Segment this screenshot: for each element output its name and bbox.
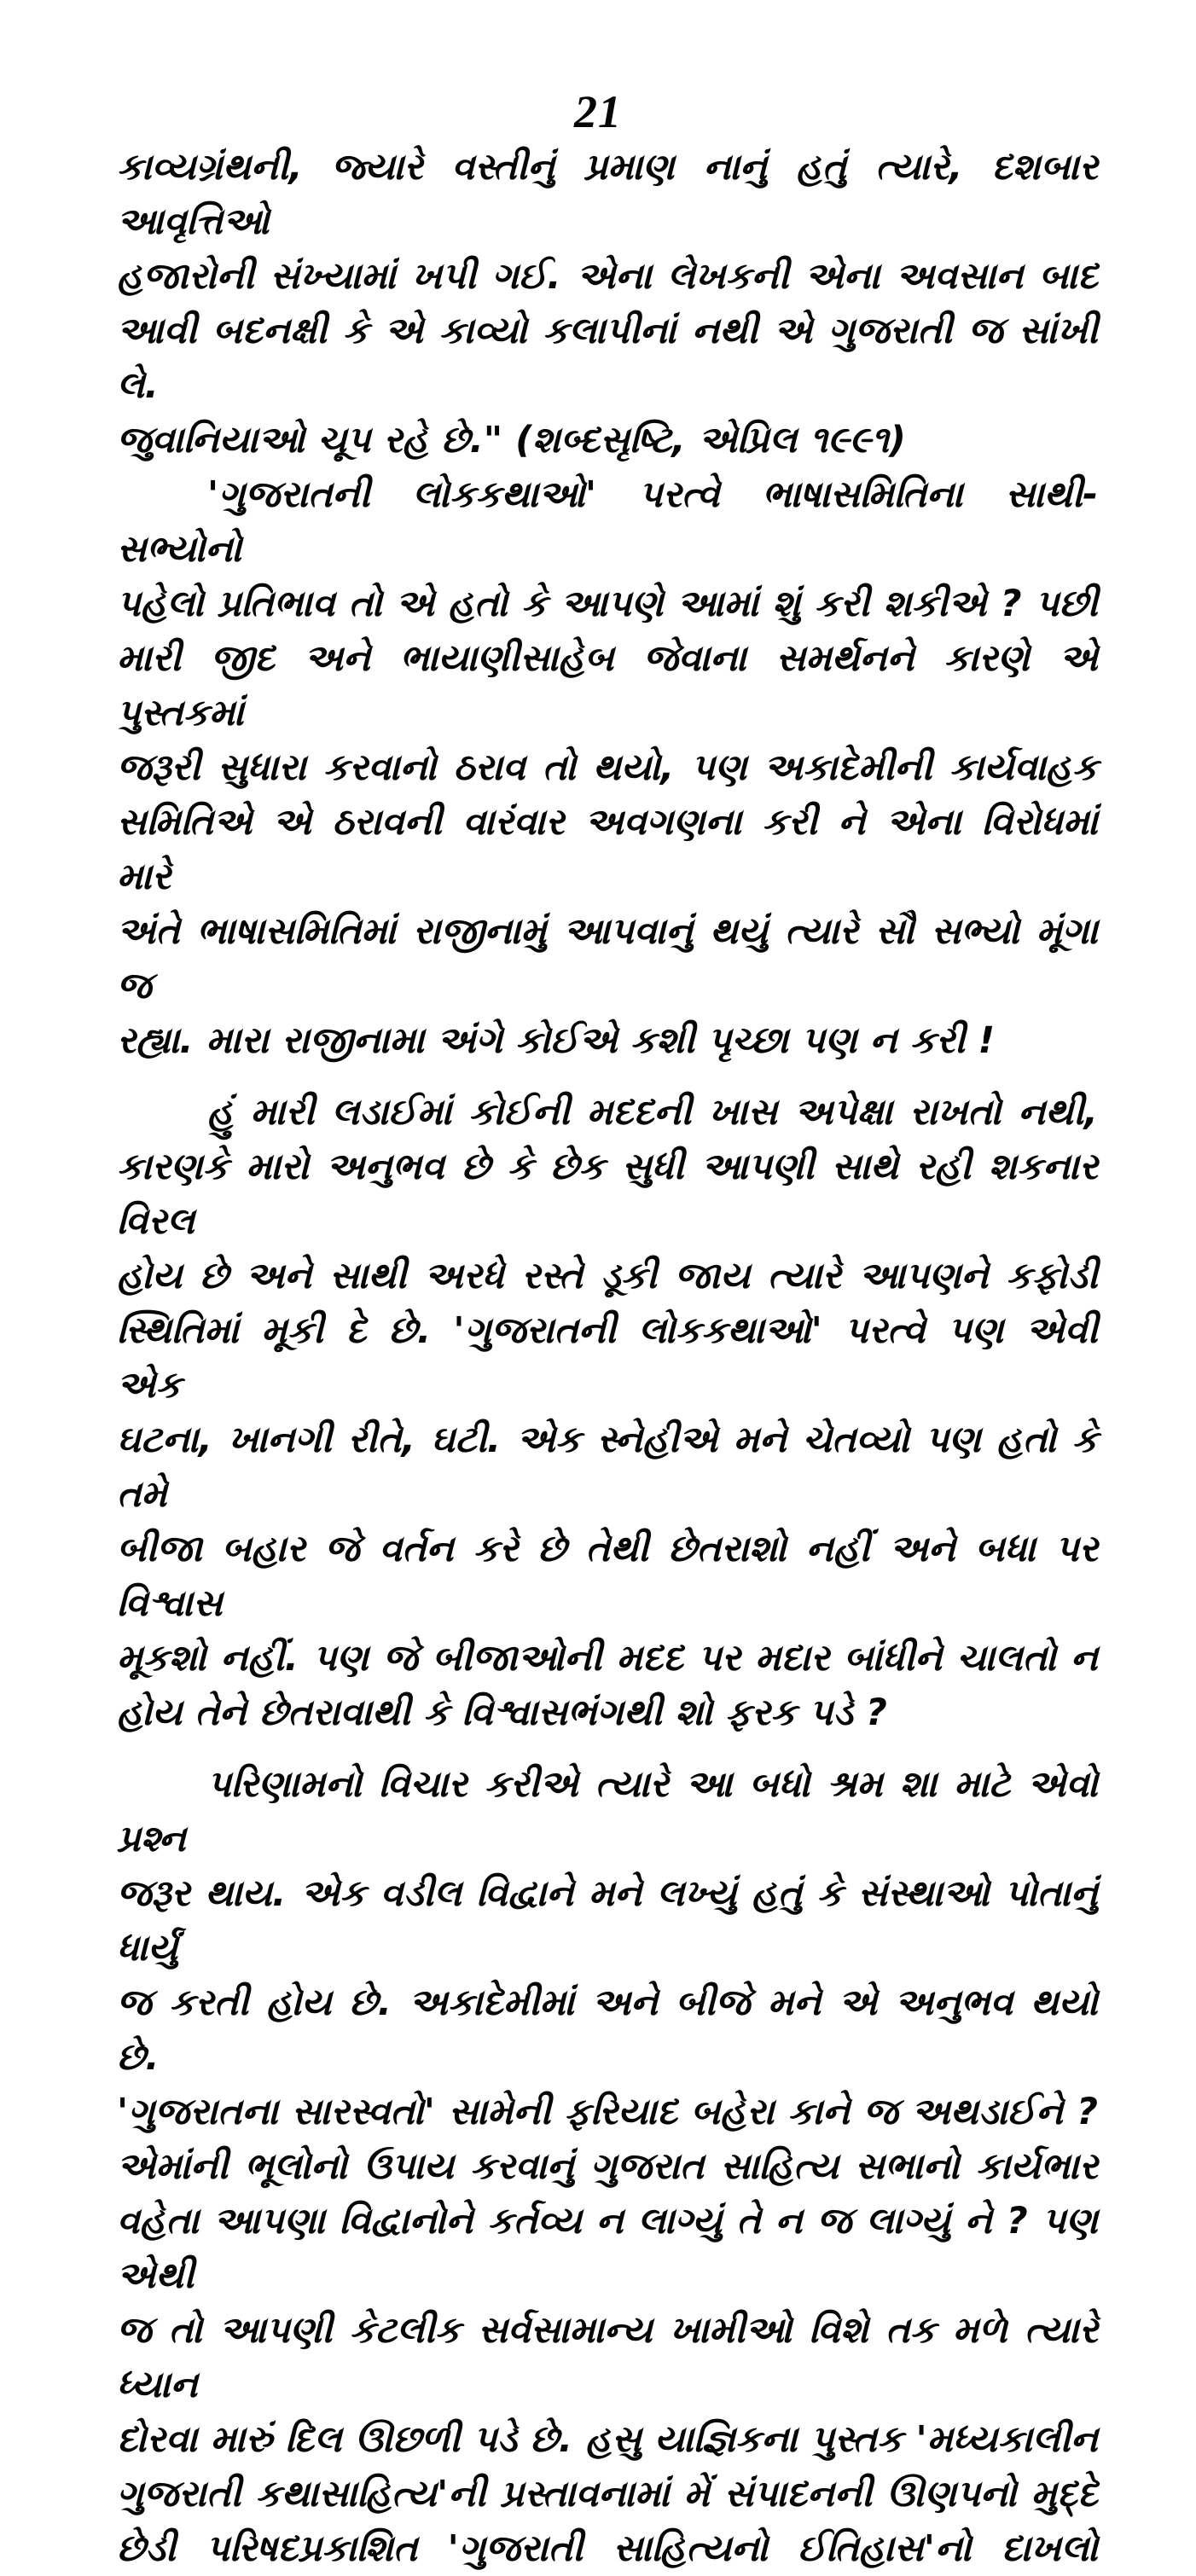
text-line: હોય તેને છેતરાવાથી કે વિશ્વાસભંગથી શો ફરક પડે ? bbox=[117, 1691, 887, 1734]
paragraph-1 bbox=[117, 140, 1098, 467]
text-line: પહેલો પ્રતિભાવ તો એ હતો કે આપણે આમાં શું કરી શકીએ ? પછી bbox=[117, 583, 1098, 625]
text-line: બીજા બહાર જે વર્તન કરે છે તેથી છેતરાશો નહીં અને બધા પર વિશ્વાસ bbox=[117, 1528, 1098, 1625]
page-number: 21 bbox=[574, 86, 622, 137]
text-line: જરૂરી સુધારા કરવાનો ઠરાવ તો થયો, પણ અકાદેમીની કાર્યવાહક bbox=[117, 746, 1098, 789]
text-line: વહેતા આપણા વિદ્વાનોને કર્તવ્ય ન લાગ્યું તે ન જ લાગ્યું ને ? પણ એથી bbox=[117, 2200, 1098, 2297]
text-line: જ કરતી હોય છે. અકાદેમીમાં અને બીજે મને એ અનુભવ થયો છે. bbox=[117, 1981, 1098, 2079]
text-line: કારણકે મારો અનુભવ છે કે છેક સુધી આપણી સાથે રહી શકનાર વિરલ bbox=[117, 1146, 1098, 1243]
text-line: કાવ્યગ્રંથની, જ્યારે વસ્તીનું પ્રમાણ નાનું હતું ત્યારે, દશબાર આવૃત્તિઓ bbox=[117, 146, 1098, 243]
text-line: રહ્યા. મારા રાજીનામા અંગે કોઈએ કશી પૃચ્છા પણ ન કરી ! bbox=[117, 1019, 996, 1062]
text-line: છેડી પરિષદપ્રકાશિત 'ગુજરાતી સાહિત્યનો ઈતિહાસ'નો દાખલો bbox=[117, 2527, 1098, 2570]
text-line: સમિતિએ એ ઠરાવની વારંવાર અવગણના કરી ને એના વિરોધમાં મારે bbox=[117, 801, 1098, 898]
text-line: આવી બદનક્ષી કે એ કાવ્યો કલાપીનાં નથી એ ગુજરાતી જ સાંખી લે. bbox=[117, 310, 1098, 407]
text-line: હજારોની સંખ્યામાં ખપી ગઈ. એના લેખકની એના અવસાન બાદ bbox=[117, 255, 1098, 298]
paragraph-4 bbox=[117, 1757, 1098, 2576]
text-line: મારી જીદ અને ભાયાણીસાહેબ જેવાના સમર્થનને કારણે એ પુસ્તકમાં bbox=[117, 637, 1098, 734]
text-line: એમાંની ભૂલોનો ઉપાય કરવાનું ગુજરાત સાહિત્ય સભાનો કાર્યભાર bbox=[117, 2145, 1098, 2188]
paragraph-3 bbox=[117, 1085, 1098, 1740]
text-line: જ તો આપણી કેટલીક સર્વસામાન્ય ખામીઓ વિશે તક મળે ત્યારે ધ્યાન bbox=[117, 2309, 1098, 2406]
text-line: સ્થિતિમાં મૂકી દે છે. 'ગુજરાતની લોકકથાઓ' પરત્વે પણ એવી એક bbox=[117, 1309, 1098, 1407]
text-line: અંતે ભાષાસમિતિમાં રાજીનામું આપવાનું થયું ત્યારે સૌ સભ્યો મૂંગા જ bbox=[117, 910, 1098, 1007]
text-line: હું મારી લડાઈમાં કોઈની મદદની ખાસ અપેક્ષા રાખતો નથી, bbox=[207, 1091, 1098, 1134]
text-line: ઘટના, ખાનગી રીતે, ઘટી. એક સ્નેહીએ મને ચેતવ્યો પણ હતો કે તમે bbox=[117, 1419, 1098, 1516]
text-line: પરિણામનો વિચાર કરીએ ત્યારે આ બધો શ્રમ શા માટે એવો પ્રશ્ન bbox=[117, 1763, 1098, 1860]
text-line: ગુજરાતી કથાસાહિત્ય'ની પ્રસ્તાવનામાં મેં સંપાદનની ઊણપનો મુદ્દે bbox=[117, 2473, 1098, 2515]
text-line: દોરવા મારું દિલ ઊછળી પડે છે. હસુ યાજ્ઞિકના પુસ્તક 'મધ્યકાલીન bbox=[117, 2418, 1098, 2461]
text-line: 'ગુજરાતની લોકકથાઓ' પરત્વે ભાષાસમિતિના સાથી-સભ્યોનો bbox=[117, 473, 1098, 571]
paragraph-2 bbox=[117, 467, 1098, 1068]
text-line: 'ગુજરાતના સારસ્વતો' સામેની ફરિયાદ બહેરા કાને જ અથડાઈને ? bbox=[117, 2091, 1098, 2133]
text-line: જરૂર થાય. એક વડીલ વિદ્વાને મને લખ્યું હતું કે સંસ્થાઓ પોતાનું ધાર્યું bbox=[117, 1872, 1098, 1970]
text-line: મૂકશો નહીં. પણ જે બીજાઓની મદદ પર મદાર બાંધીને ચાલતો ન bbox=[117, 1637, 1098, 1680]
text-line: જુવાનિયાઓ ચૂપ રહે છે." (શબ્દસૃષ્ટિ, એપ્રિલ ૧૯૯૧) bbox=[117, 419, 906, 461]
text-line: હોય છે અને સાથી અરધે રસ્તે ડૂકી જાય ત્યારે આપણને કફોડી bbox=[117, 1255, 1098, 1297]
text-block bbox=[117, 140, 1098, 2576]
